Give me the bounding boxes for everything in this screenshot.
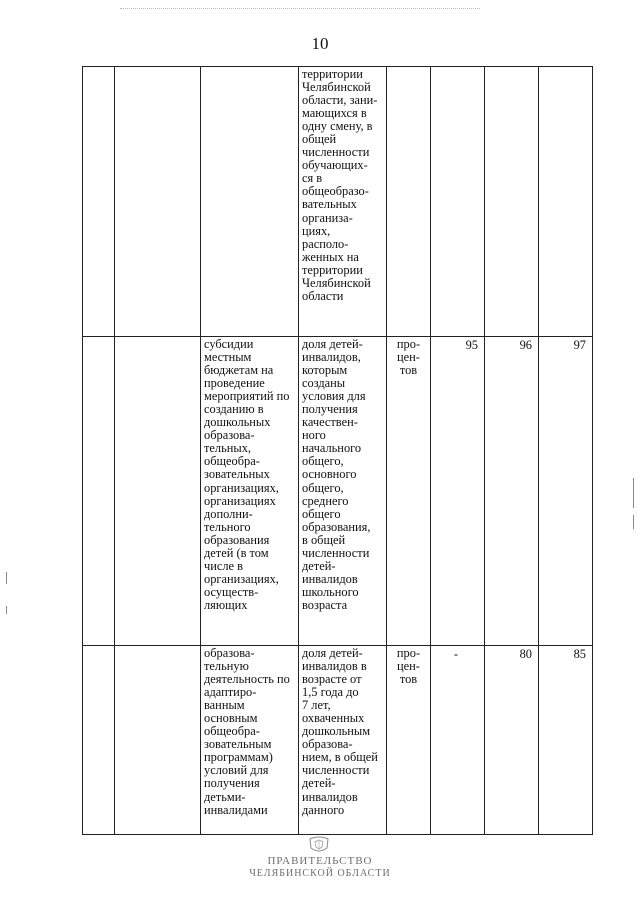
cell-program [115,337,201,646]
cell-number [83,646,115,835]
cell-unit: про- цен- тов [387,646,431,835]
cell-value-2: 96 [485,337,539,646]
table-row [83,67,593,337]
indicators-table [82,66,593,835]
cell-indicator: доля детей- инвалидов в возрасте от 1,5 года до 7 лет, охваченных дошкольным образова- нием, в общей численности детей- инвалидов данного [299,646,387,835]
cell-unit: про- цен- тов [387,337,431,646]
cell-value-1 [431,67,485,337]
cell-value-3: 97 [539,337,593,646]
page-number: 10 [311,34,329,53]
cell-value-1: 95 [431,337,485,646]
cell-number [83,67,115,337]
cell-value-3 [539,67,593,337]
cell-subsidy: образова- тельную деятельность по адаптиро- ванным основным общеобра- зовательным программам) условий для получения детьми- инвалидами [201,646,299,835]
cell-value-2 [485,67,539,337]
cell-number [83,337,115,646]
cell-value-2: 80 [485,646,539,835]
cell-unit [387,67,431,337]
emblem-seal-icon [307,836,331,854]
cell-indicator: доля детей- инвалидов, которым созданы условия для получения качествен- ного начального общего, основного общего, среднего общего образования, в общей численности детей- инвалидов школьного возраста [299,337,387,646]
cell-program [115,646,201,835]
table-row [83,646,593,835]
cell-value-1: - [431,646,485,835]
scan-artifact-top [120,8,480,11]
cell-indicator: территории Челябинской области, зани- мающихся в одну смену, в общей численности обучающих- ся в общеобразо- вательных организа- циях, располо- женных на территории Челябинской области [299,67,387,337]
footer-government-label: ПРАВИТЕЛЬСТВО [267,855,373,867]
cell-program [115,67,201,337]
footer-region-label: ЧЕЛЯБИНСКОЙ ОБЛАСТИ [249,868,391,879]
cell-subsidy [201,67,299,337]
cell-subsidy: субсидии местным бюджетам на проведение мероприятий по созданию в дошкольных образова- тельных, общеобра- зовательных организациях, организациях дополни- тельного образования детей (в том числе в организациях, осуществ- ляющих [201,337,299,646]
cell-value-3: 85 [539,646,593,835]
table-row [83,337,593,646]
